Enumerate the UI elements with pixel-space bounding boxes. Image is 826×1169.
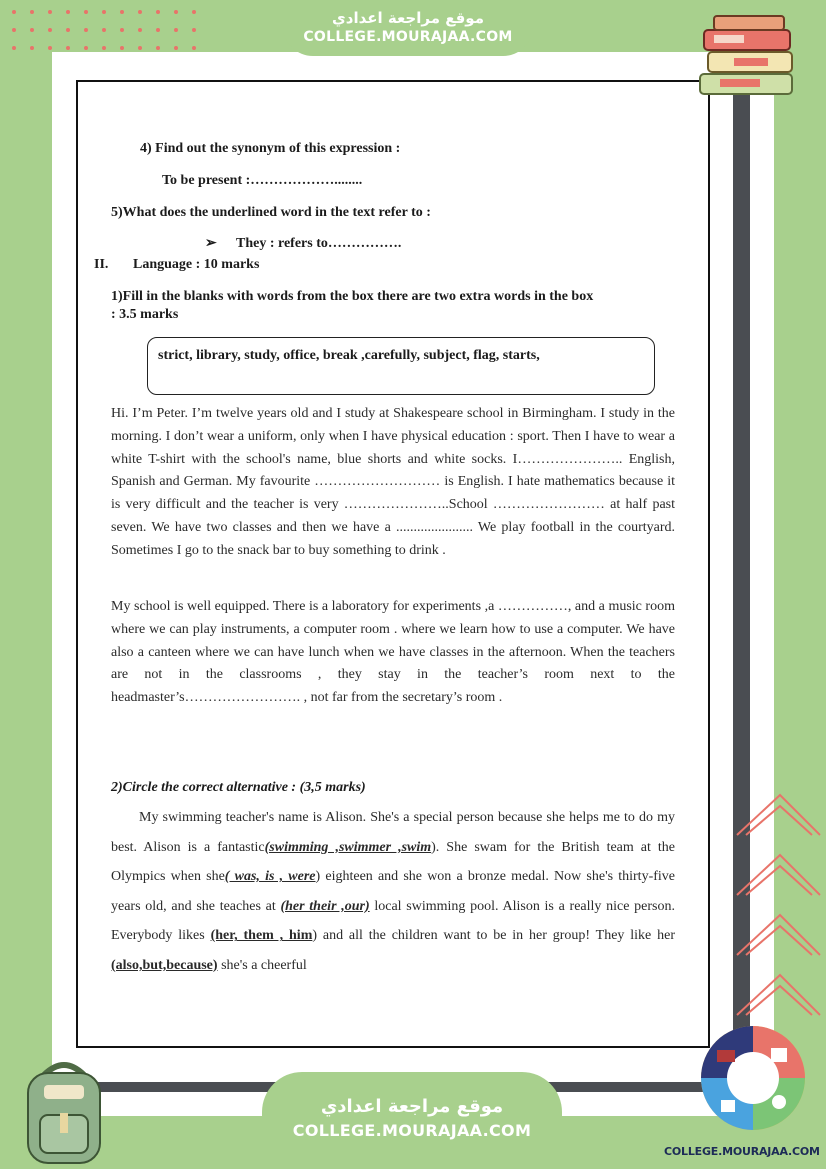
q5-line: They : refers to……………. bbox=[236, 236, 402, 251]
word-box-words: strict, library, study, office, break ,carefully, subject, flag, starts, bbox=[158, 348, 540, 363]
circle-option-2[interactable]: ( was, is , were bbox=[224, 869, 316, 885]
circle-text-4: local swimming pool. Alison is a really nice person. Everybody likes bbox=[111, 898, 676, 944]
circle-option-3[interactable]: (her their ,our) bbox=[280, 898, 370, 914]
fill-title-line2: : 3.5 marks bbox=[111, 307, 179, 322]
circle-option-1[interactable]: (swimming ,swimmer ,swim bbox=[264, 839, 432, 855]
section2-numeral: II. bbox=[94, 257, 109, 272]
section2-title: Language : 10 marks bbox=[133, 257, 260, 272]
fill-paragraph-1: Hi. I’m Peter. I’m twelve years old and I study at Shakespeare school in Birmingham. I study in the morning. I don’t wear a uniform, only when I have physical education : sport. Then I have to wear a white T-shirt with the school's name, blue shorts and white socks. I………………….. English, Spanish and German. My favourite ……………………… is English. I hate mathematics because it is very difficult and the teacher is very …………………..School …………………… at half past seven. We have two classes and then we have a ...................... We play football in the courtyard. Sometimes I go to the snack bar to buy something to drink . bbox=[111, 406, 675, 558]
fill-paragraph-2: My school is well equipped. There is a laboratory for experiments ,a ……………, and a music room where we can play instruments, a computer room . where we learn how to use a computer. We have also a canteen where we can have lunch when we have classes in the afternoon. When the teachers are not in the classrooms , they stay in the teacher’s room next to the headmaster’s……………………. , not far from the secretary’s room . bbox=[111, 599, 675, 706]
circle-text-2: ). She swam for the British team at the Olympics when she bbox=[111, 839, 675, 885]
q5-title: 5)What does the underlined word in the text refer to : bbox=[111, 205, 431, 220]
header-site-url: COLLEGE.MOURAJAA.COM bbox=[303, 29, 513, 45]
footer-brand: COLLEGE.MOURAJAA.COM bbox=[664, 1145, 820, 1158]
fill-title-line1: 1)Fill in the blanks with words from the box there are two extra words in the box bbox=[111, 289, 594, 304]
circle-paragraph bbox=[111, 803, 675, 981]
circle-option-4[interactable]: (her, them , him bbox=[210, 928, 313, 944]
word-box bbox=[147, 337, 655, 395]
circle-text-5: ) and all the children want to be in her group! They like her bbox=[312, 928, 675, 944]
q4-line: To be present :………………........ bbox=[162, 173, 363, 188]
circle-text-3: ) eighteen and she won a bronze medal. Now she's thirty-five years old, and she teaches at bbox=[111, 869, 675, 914]
circle-text-1: My swimming teacher's name is Alison. She's a special person because she helps me to do my best. Alison is a fantastic bbox=[111, 810, 675, 855]
circle-text-6: she's a cheerful bbox=[217, 957, 307, 973]
footer-site-url: COLLEGE.MOURAJAA.COM bbox=[292, 1121, 532, 1140]
circle-option-5[interactable]: (also,but,because) bbox=[111, 957, 218, 973]
circle-title: 2)Circle the correct alternative : (3,5 marks) bbox=[111, 780, 366, 795]
q5-bullet-arrow: ➢ bbox=[205, 236, 217, 251]
q4-title: 4) Find out the synonym of this expression : bbox=[140, 141, 401, 156]
header-site-arabic: موقع مراجعة اعدادي bbox=[332, 9, 484, 27]
footer-site-arabic: موقع مراجعة اعدادي bbox=[320, 1096, 504, 1117]
